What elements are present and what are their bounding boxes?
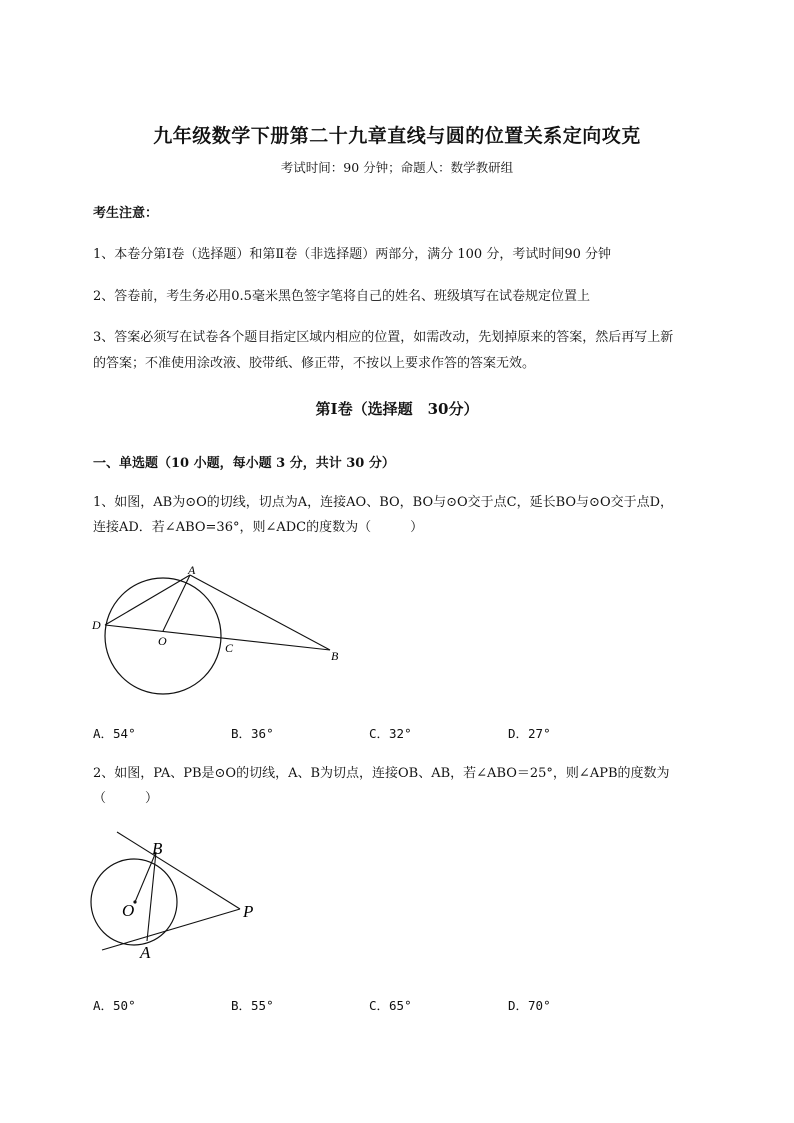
question-1-figure	[85, 560, 355, 700]
label-o: O	[158, 634, 167, 648]
q1-option-b[interactable]: B．36°	[231, 726, 274, 741]
q1-option-d[interactable]: D．27°	[508, 726, 551, 741]
label-c: C	[225, 641, 234, 655]
question-2-line-1: 2、如图，PA、PB是⊙O的切线，A、B为切点，连接OB、AB，若∠ABO＝25°，则∠APB的度数为	[93, 766, 670, 781]
question-1-line-1: 1、如图，AB为⊙O的切线，切点为A，连接AO、BO，BO与⊙O交于点C，延长BO与⊙O交于点D，	[93, 495, 674, 510]
question-1-line-2: 连接AD．若∠ABO=36°，则∠ADC的度数为（ ）	[93, 520, 424, 535]
question-2-figure	[90, 830, 270, 970]
segment-ab	[147, 852, 156, 941]
notice-item-3-line-2: 的答案；不准使用涂改液、胶带纸、修正带，不按以上要求作答的答案无效。	[93, 356, 536, 371]
label-b: B	[331, 649, 339, 663]
section-title: 第Ⅰ卷（选择题 30分）	[315, 400, 479, 418]
q2-option-b[interactable]: B．55°	[231, 998, 274, 1013]
notice-item-1: 1、本卷分第Ⅰ卷（选择题）和第Ⅱ卷（非选择题）两部分，满分 100 分，考试时间90 分钟	[93, 247, 611, 262]
label-p: P	[243, 902, 254, 921]
q2-option-a[interactable]: A．50°	[93, 998, 136, 1013]
page-title: 九年级数学下册第二十九章直线与圆的位置关系定向攻克	[153, 125, 641, 147]
tangent-pb	[117, 832, 240, 909]
notice-item-2: 2、答卷前，考生务必用0.5毫米黑色签字笔将自己的姓名、班级填写在试卷规定位置上	[93, 289, 590, 304]
notice-heading: 考生注意：	[93, 206, 159, 221]
label-a: A	[140, 943, 151, 962]
part-heading: 一、单选题（10 小题，每小题 3 分，共计 30 分）	[93, 456, 395, 471]
label-a: A	[188, 563, 196, 577]
label-d: D	[92, 618, 101, 632]
q2-option-d[interactable]: D．70°	[508, 998, 551, 1013]
tangent-ab	[190, 575, 330, 650]
q2-option-c[interactable]: C．65°	[369, 998, 412, 1013]
q1-option-c[interactable]: C．32°	[369, 726, 412, 741]
label-o: O	[122, 901, 135, 920]
question-2-line-2: （ ）	[93, 791, 159, 806]
q1-option-a[interactable]: A．54°	[93, 726, 136, 741]
exam-info: 考试时间：90 分钟；命题人：数学教研组	[280, 160, 514, 175]
notice-item-3-line-1: 3、答案必须写在试卷各个题目指定区域内相应的位置，如需改动，先划掉原来的答案，然后再写上新	[93, 330, 674, 345]
label-b: B	[152, 839, 163, 858]
line-db	[105, 625, 330, 650]
